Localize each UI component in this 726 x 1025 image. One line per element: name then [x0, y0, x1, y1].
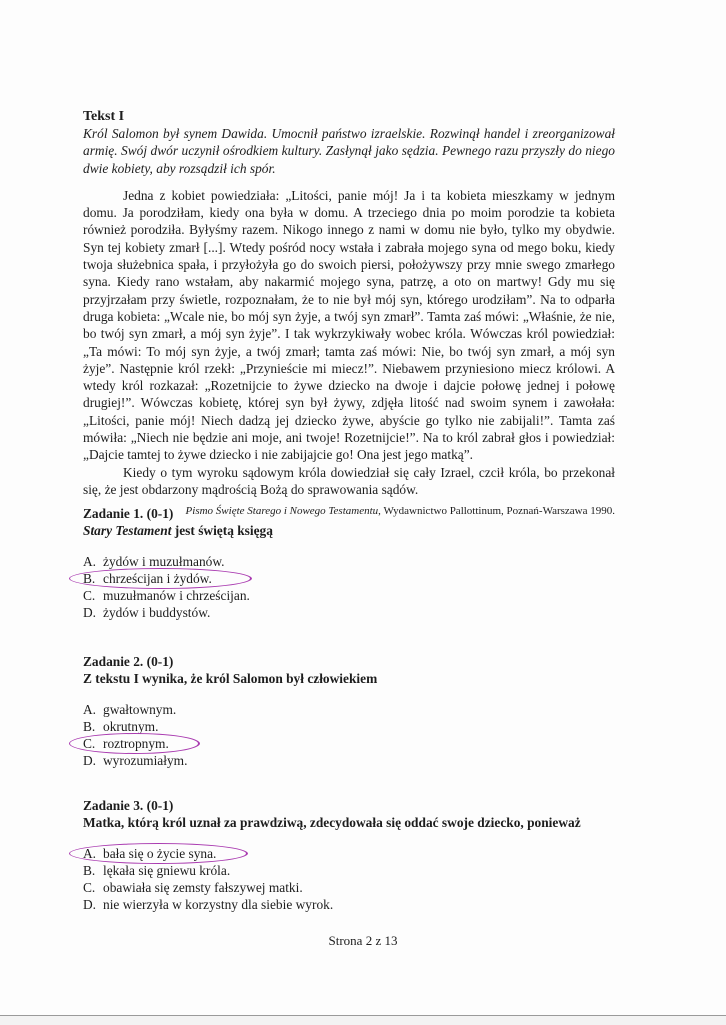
task-header: Zadanie 2. (0-1) — [83, 654, 174, 669]
option-b[interactable]: B. chrześcijan i żydów. — [83, 570, 643, 587]
pen-circle-mark — [69, 733, 200, 754]
option-d[interactable]: D. nie wierzyła w korzystny dla siebie wyrok. — [83, 897, 334, 912]
option-a[interactable]: A. żydów i muzułmanów. — [83, 554, 225, 569]
task-2 — [83, 653, 643, 769]
text-intro: Król Salomon był synem Dawida. Umocnił państwo izraelskie. Rozwinął handel i zreorganizował armię. Swój dwór uczynił ośrodkiem kultury. Zasłynął jako sędzia. Pewnego razu przyszły do niego dwie kobiety, aby rozsądził ich spór. — [83, 126, 615, 176]
option-b[interactable]: B. lękała się gniewu króla. — [83, 863, 231, 878]
option-a[interactable]: A. bała się o życie syna. — [83, 845, 643, 862]
option-c[interactable]: C. obawiała się zemsty fałszywej matki. — [83, 880, 303, 895]
option-b[interactable]: B. okrutnym. — [83, 719, 159, 734]
page-number: Strona 2 z 13 — [328, 933, 398, 948]
text-paragraph: Jedna z kobiet powiedziała: „Litości, panie mój! Ja i ta kobieta mieszkamy w jednym domu. Ja porodziłam, kiedy ona była w domu. A trzeciego dnia po moim porodzie ta kobieta również porodziła. Byłyśmy razem. Nikogo innego z nami w domu nie było, tylko my obydwie. Syn tej kobiety zmarł [...]. Wtedy pośród nocy wstała i zabrała mojego syna od mego boku, kiedy twoja służebnica spała, i przyłożyła go do swoich piersi, położywszy przy mnie swego zmarłego syna. Kiedy rano wstałam, aby nakarmić mojego syna, patrzę, a oto on martwy! Gdy mu się przyjrzałam przy świetle, rozpoznałam, że to nie był mój syn, którego urodziłam”. Na to odparła druga kobieta: „Wcale nie, bo mój syn żyje, a twój syn zmarł”. Tamta zaś mówi: „Właśnie, że nie, bo twój syn zmarł, a mój syn żyje”. I tak wykrzykiwały wobec króla. Wówczas król powiedział: „Ta mówi: To mój syn żyje, a twój zmarł; tamta zaś mówi: Nie, bo twój syn zmarł, a mój syn żyje”. Następnie król rzekł: „Przynieście mi miecz!”. Niebawem przyniesiono miecz królowi. A wtedy król rozkazał: „Rozetnijcie to żywe dziecko na dwoje i dajcie połowę jednej i połowę drugiej!”. Wówczas kobietę, której syn był żywy, zdjęła litość nad swoim synem i zawołała: „Litości, panie mój! Niech dadzą jej dziecko żywe, abyście go tylko nie zabijali!”. Tamta zaś mówiła: „Niech nie będzie ani moje, ani twoje! Rozetnijcie!”. Na to król zabrał głos i powiedział: „Dajcie tamtej to żywe dziecko i nie zabijajcie go! Ona jest jego matką”. — [83, 187, 615, 463]
task-3 — [83, 797, 643, 913]
answer-options — [83, 553, 643, 621]
option-c[interactable]: C. muzułmanów i chrześcijan. — [83, 588, 250, 603]
pen-circle-mark — [69, 843, 248, 864]
task-question: Z tekstu I wynika, że król Salomon był człowiekiem — [83, 671, 378, 686]
source-title: Pismo Święte Starego i Nowego Testamentu — [185, 505, 379, 518]
reading-text — [83, 108, 615, 519]
pen-circle-mark — [69, 568, 252, 589]
task-question: Matka, którą król uznał za prawdziwą, zdecydowała się oddać swoje dziecko, ponieważ — [83, 815, 581, 830]
option-a[interactable]: A. gwałtownym. — [83, 702, 177, 717]
task-question: Stary Testament jest świętą księgą — [83, 523, 273, 538]
task-header: Zadanie 3. (0-1) — [83, 798, 174, 813]
option-c[interactable]: C. roztropnym. — [83, 735, 643, 752]
option-d[interactable]: D. żydów i buddystów. — [83, 605, 211, 620]
source-details: , Wydawnictwo Pallottinum, Poznań-Warszawa 1990. — [378, 505, 615, 518]
task-1 — [83, 505, 643, 621]
task-header: Zadanie 1. (0-1) — [83, 506, 174, 521]
option-d[interactable]: D. wyrozumiałym. — [83, 753, 188, 768]
text-paragraph: Kiedy o tym wyroku sądowym króla dowiedział się cały Izrael, czcił króla, bo przekonał się, że jest obdarzony mądrością Bożą do sprawowania sądów. — [83, 464, 615, 497]
answer-options — [83, 701, 643, 769]
answer-options — [83, 845, 643, 913]
text-title: Tekst I — [83, 109, 125, 124]
